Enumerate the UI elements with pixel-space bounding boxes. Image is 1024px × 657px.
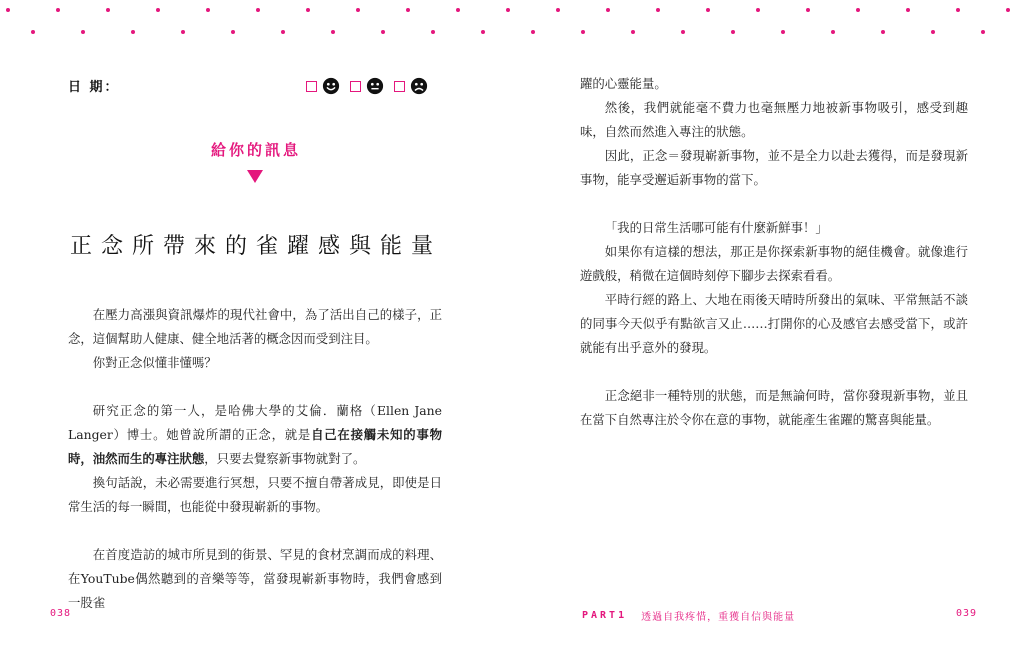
paragraph: 你對正念似懂非懂嗎？ [92,355,217,370]
mood-option-sad[interactable] [394,77,428,95]
checkbox[interactable] [350,81,361,92]
running-footer [582,608,795,623]
paragraph: 「我的日常生活哪可能有什麼新鮮事！」 [604,220,828,235]
footer-subtitle: 透過自我疼惜，重獲自信與能量 [641,612,796,623]
down-triangle-icon [247,170,263,183]
right-page [512,0,1024,657]
smile-face-icon [322,77,340,95]
paragraph: 在首度造訪的城市所見到的街景、罕見的食材烹調而成的料理、在YouTube偶然聽到的音樂等等，當發現嶄新事物時，我們會感到一股雀 [68,547,442,610]
paragraph: 正念絕非一種特別的狀態，而是無論何時，當你發現新事物，並且在當下自然專注於令你在意的事物，就能產生雀躍的驚喜與能量。 [580,388,968,427]
checkbox[interactable] [306,81,317,92]
paragraph: 因此，正念＝發現嶄新事物，並不是全力以赴去獲得，而是發現新事物，能享受邂逅新事物的當下。 [580,148,968,187]
paragraph: 在壓力高漲與資訊爆炸的現代社會中，為了活出自己的樣子，正念，這個幫助人健康、健全地活著的概念因而受到注目。 [68,307,442,346]
paragraph: 研究正念的第一人，是哈佛大學的艾倫．蘭格（Ellen Jane Langer）博士。她曾說所謂的正念，就是自己在接觸未知的事物時，油然而生的專注狀態，只要去覺察新事物就對了。 [68,403,442,466]
paragraph: 如果你有這樣的想法，那正是你探索新事物的絕佳機會。就像進行遊戲般，稍微在這個時刻停下腳步去探索看看。 [580,244,968,283]
page-number-left: 038 [50,608,72,619]
page-title: 正念所帶來的雀躍感與能量 [69,234,442,259]
right-body-text [580,72,968,432]
mood-option-neutral[interactable] [350,77,384,95]
neutral-face-icon [366,77,384,95]
date-label: 日 期： [68,80,120,95]
emphasis-text: 自己在接觸未知的事物時，油然而生的專注狀態 [68,427,442,466]
page-number-right: 039 [956,608,978,619]
section-label: 給你的訊息 [210,141,301,159]
left-body-text [68,303,442,615]
sad-face-icon [410,77,428,95]
paragraph: 平時行經的路上、大地在雨後天晴時所發出的氣味、平常無話不談的同事今天似乎有點欲言又止……打開你的心及感官去感受當下，或許就能有出乎意外的發現。 [580,292,968,355]
footer-part: PART1 [582,610,628,621]
paragraph: 然後，我們就能毫不費力也毫無壓力地被新事物吸引，感受到趣味，自然而然進入專注的狀態。 [580,100,968,139]
checkbox[interactable] [394,81,405,92]
mood-option-happy[interactable] [306,77,340,95]
paragraph: 躍的心靈能量。 [580,76,667,91]
paragraph: 換句話說，未必需要進行冥想，只要不擅自帶著成見，即使是日常生活的每一瞬間，也能從中發現嶄新的事物。 [68,475,442,514]
mood-checkboxes [306,77,438,95]
